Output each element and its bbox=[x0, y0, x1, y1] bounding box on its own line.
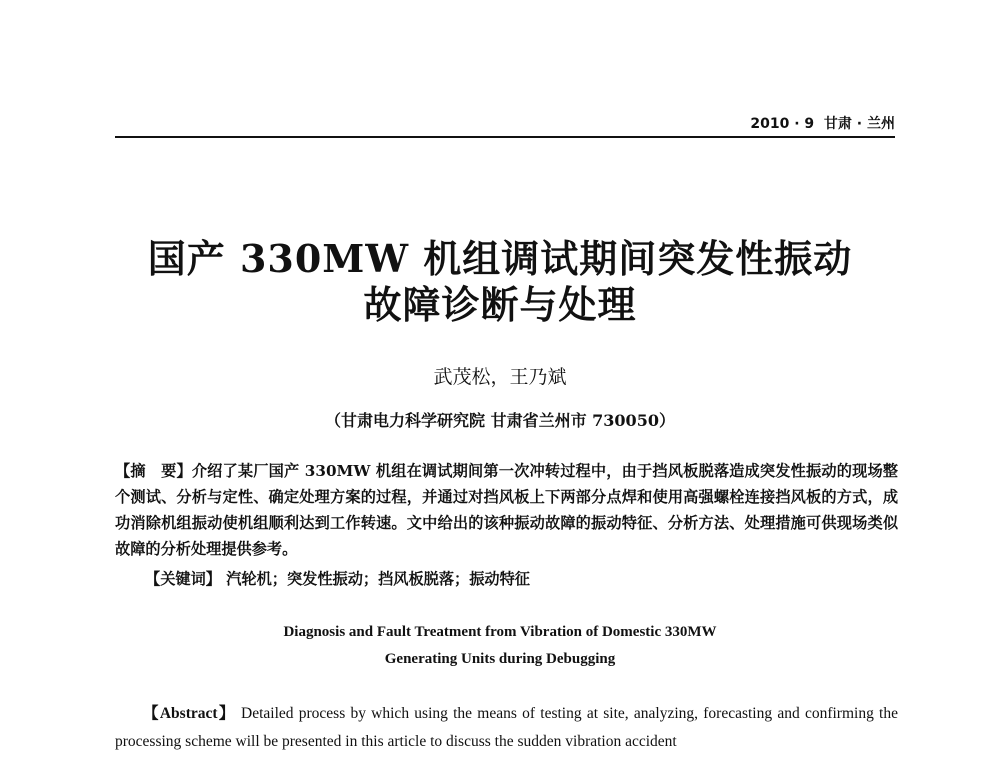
keywords-chinese bbox=[145, 566, 530, 592]
conference-location: 甘肃 · 兰州 bbox=[823, 116, 895, 132]
affiliation: （甘肃电力科学研究院 甘肃省兰州市 730050） bbox=[325, 411, 675, 430]
abstract-chinese bbox=[115, 458, 898, 562]
paper-title bbox=[0, 236, 1000, 328]
running-header bbox=[750, 113, 895, 133]
keywords-cn-label: 【关键词】 bbox=[145, 570, 221, 588]
english-title bbox=[0, 619, 1000, 673]
abstract-english bbox=[115, 700, 898, 756]
title-line-1: 国产 330MW 机组调试期间突发性振动 bbox=[147, 236, 853, 281]
abstract-en-label: 【Abstract】 bbox=[143, 705, 236, 722]
abstract-cn-text: 介绍了某厂国产 330MW 机组在调试期间第一次冲转过程中，由于挡风板脱落造成突发性振动的现场整个测试、分析与定性、确定处理方案的过程，并通过对挡风板上下两部分点焊和使用高强螺栓连接挡风板的方式，成功消除机组振动使机组顺利达到工作转速。文中给出的该种振动故障的振动特征、分析方法、处理措施可供现场类似故障的分析处理提供参考。 bbox=[115, 462, 898, 558]
abstract-en-text: Detailed process by which using the means of testing at site, analyzing, forecasting and confirming the processing scheme will be presented in this article to discuss the sudden vibration accident bbox=[115, 705, 898, 750]
title-line-2: 故障诊断与处理 bbox=[363, 282, 637, 327]
english-title-line-2: Generating Units during Debugging bbox=[384, 651, 616, 667]
english-title-line-1: Diagnosis and Fault Treatment from Vibration of Domestic 330MW bbox=[283, 624, 717, 640]
keywords-cn-text: 汽轮机；突发性振动；挡风板脱落；振动特征 bbox=[226, 570, 530, 588]
issue-date: 2010 · 9 bbox=[750, 116, 815, 132]
header-rule bbox=[115, 136, 895, 138]
abstract-cn-label: 【摘 要】 bbox=[115, 462, 192, 480]
authors: 武茂松，王乃斌 bbox=[433, 366, 567, 388]
